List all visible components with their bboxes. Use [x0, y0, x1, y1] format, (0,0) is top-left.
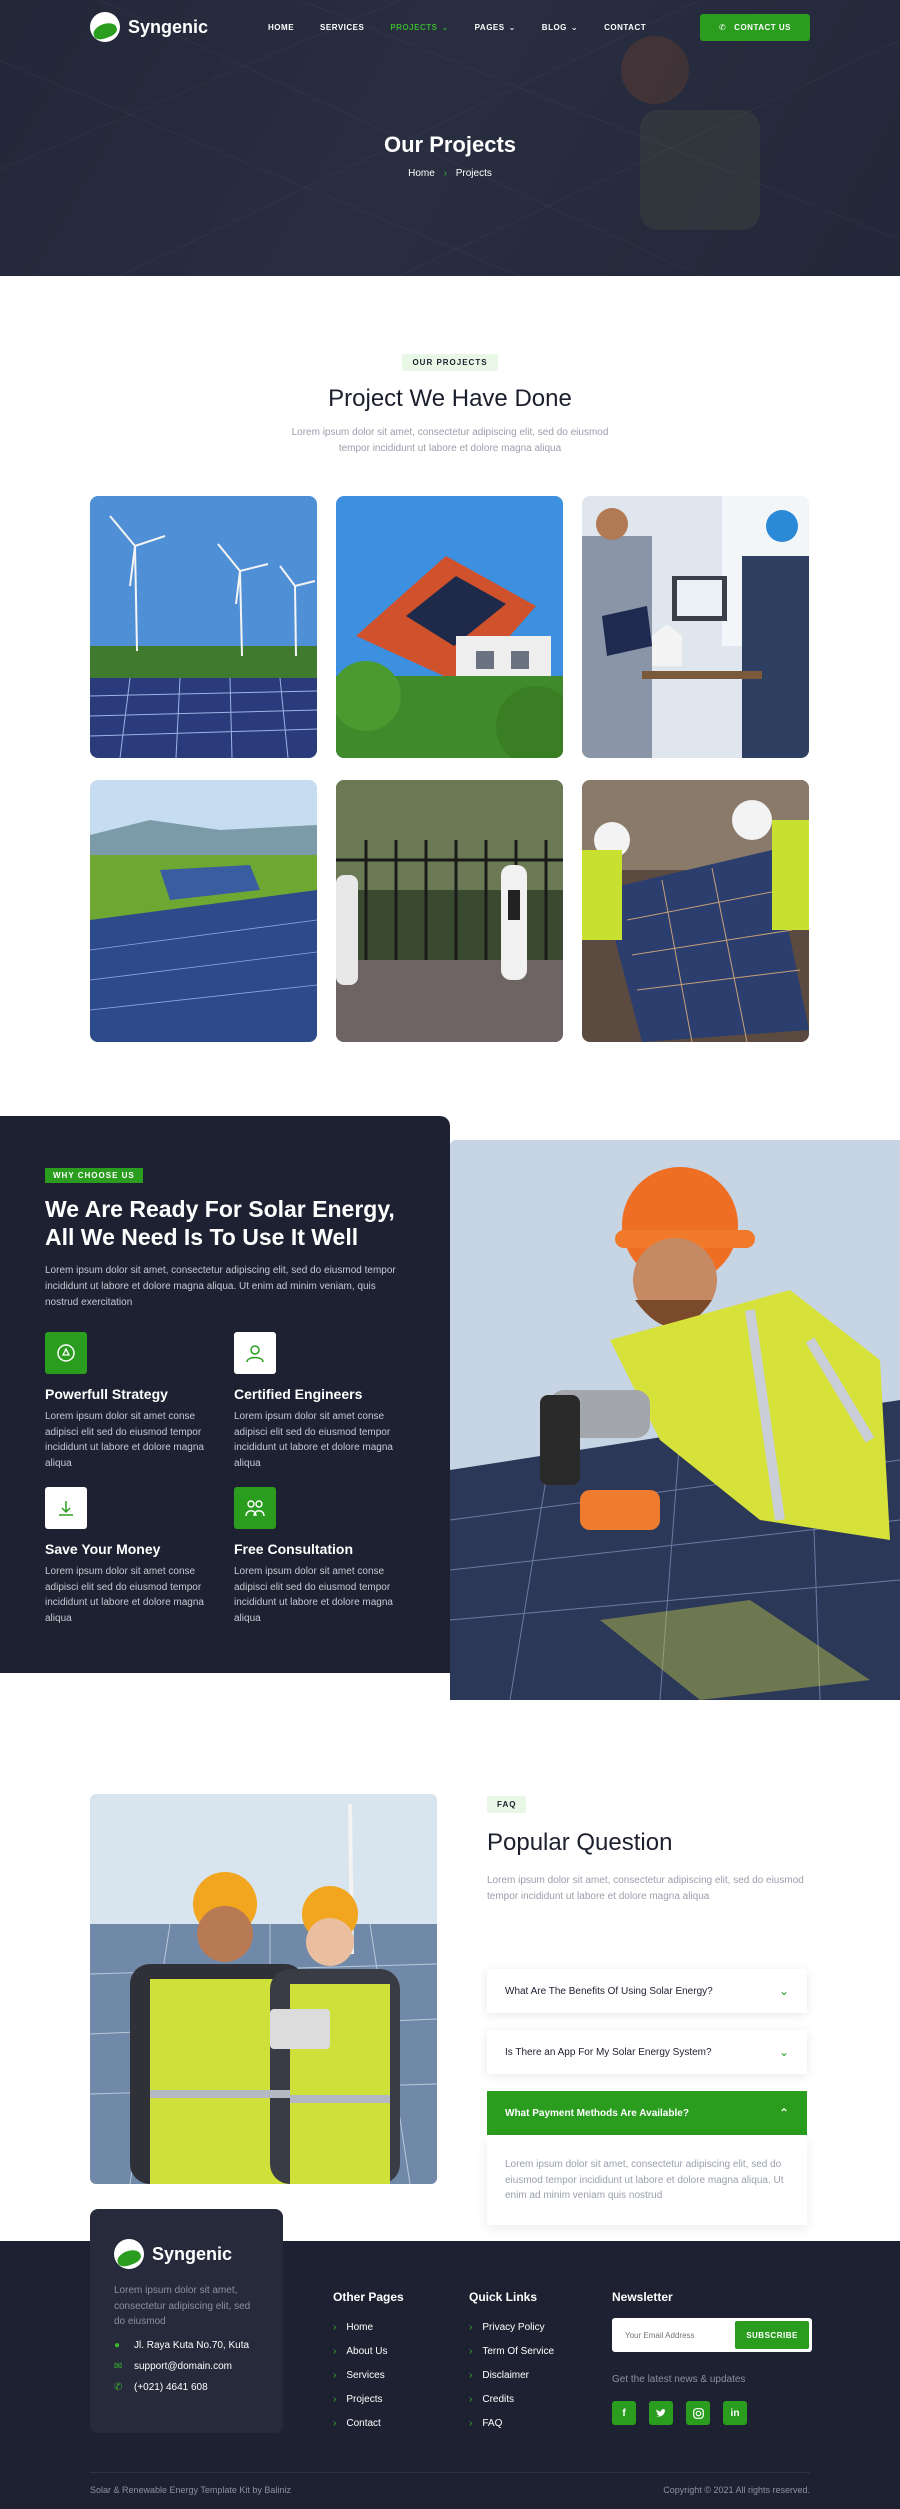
footer-link[interactable]: [333, 2370, 404, 2381]
footer-link[interactable]: [469, 2370, 554, 2381]
faq-subtitle: Lorem ipsum dolor sit amet, consectetur adipiscing elit, sed do eiusmod tempor incididunt ut labore et dolore magna aliqua: [487, 1875, 804, 1902]
logo-icon: [114, 2239, 144, 2269]
projects-section: [0, 276, 900, 1042]
chevron-right-icon: ›: [469, 2346, 473, 2357]
chevron-right-icon: ›: [333, 2346, 337, 2357]
phone-text: (+021) 4641 608: [134, 2381, 208, 2393]
chevron-right-icon: ›: [333, 2418, 337, 2429]
footer-link[interactable]: [333, 2418, 404, 2429]
project-image: [582, 496, 809, 758]
email-text: support@domain.com: [134, 2360, 232, 2372]
site-logo[interactable]: [90, 12, 208, 42]
section-tag: OUR PROJECTS: [402, 354, 497, 371]
footer-logo-text: Syngenic: [152, 2243, 233, 2264]
strategy-icon: [45, 1332, 87, 1374]
faq-question: What Payment Methods Are Available?: [505, 2107, 689, 2119]
project-card-workers-installing[interactable]: [582, 780, 809, 1042]
project-image: [90, 780, 317, 1042]
engineer-icon: [234, 1332, 276, 1374]
chevron-right-icon: ›: [469, 2394, 473, 2405]
footer-description: Lorem ipsum dolor sit amet, consectetur adipiscing elit, sed do eiusmod: [114, 2285, 251, 2327]
faq-item-app[interactable]: [487, 2030, 807, 2074]
faq-section: [0, 1700, 900, 2266]
address-text: Jl. Raya Kuta No.70, Kuta: [134, 2339, 250, 2351]
chevron-right-icon: ›: [333, 2322, 337, 2333]
project-card-house-rooftop[interactable]: [336, 496, 563, 758]
newsletter-note: Get the latest news & updates: [612, 2374, 746, 2385]
nav-item-label: PAGES: [474, 22, 505, 32]
page-hero: [0, 0, 900, 276]
why-title: We Are Ready For Solar Energy, All We Need Is To Use It Well: [45, 1196, 395, 1251]
footer-link[interactable]: [469, 2322, 554, 2333]
breadcrumb-home[interactable]: Home: [408, 168, 435, 179]
chevron-down-icon: ⌄: [441, 22, 449, 32]
feature-title: Save Your Money: [45, 1541, 161, 1557]
feature-certified-engineers: [234, 1332, 414, 1471]
footer-link[interactable]: [469, 2346, 554, 2357]
footer-other-pages: [333, 2290, 404, 2442]
breadcrumb: [0, 168, 900, 179]
footer-link-label: Disclaimer: [482, 2370, 530, 2381]
footer-link-label: Home: [346, 2322, 374, 2333]
nav-item-contact[interactable]: [604, 23, 646, 32]
nav-menu: [268, 23, 672, 32]
why-image-solar-worker: [450, 1140, 900, 1700]
nav-item-label: CONTACT: [604, 22, 647, 32]
contact-us-button[interactable]: [700, 14, 810, 41]
breadcrumb-current: Projects: [455, 168, 492, 179]
faq-item-payment[interactable]: [487, 2091, 807, 2135]
other-pages-list: [333, 2322, 404, 2429]
footer-column-title: Quick Links: [469, 2290, 538, 2304]
project-card-hillside-farm[interactable]: [90, 780, 317, 1042]
why-description: Lorem ipsum dolor sit amet, consectetur adipiscing elit, sed do eiusmod tempor incididunt ut labore et dolore magna aliqua. Ut enim ad minim veniam, quis nostrud exercitation: [45, 1265, 396, 1308]
chevron-down-icon: ⌄: [778, 2045, 789, 2059]
newsletter-email-input[interactable]: [615, 2331, 735, 2340]
faq-answer: [487, 2135, 807, 2225]
feature-title: Certified Engineers: [234, 1386, 363, 1402]
footer-link-label: Projects: [346, 2394, 383, 2405]
nav-item-blog[interactable]: [542, 23, 578, 32]
linkedin-icon[interactable]: in: [723, 2401, 747, 2425]
footer-brand-card: [90, 2209, 283, 2433]
chevron-right-icon: ›: [333, 2394, 337, 2405]
feature-free-consultation: [234, 1487, 414, 1626]
project-card-engineers-office[interactable]: [582, 496, 809, 758]
nav-item-projects[interactable]: [390, 23, 448, 32]
nav-item-label: SERVICES: [320, 22, 365, 32]
chevron-down-icon: ⌄: [570, 22, 579, 32]
footer-link-label: Services: [346, 2370, 385, 2381]
chevron-right-icon: ›: [469, 2322, 473, 2333]
faq-image-engineers: [90, 1794, 437, 2184]
social-links: [612, 2401, 747, 2425]
footer-link-label: About Us: [346, 2346, 388, 2357]
instagram-icon[interactable]: [686, 2401, 710, 2425]
feature-text: Lorem ipsum dolor sit amet conse adipisci elit sed do eiusmod tempor incididunt ut labore et dolore magna aliqua: [45, 1411, 204, 1469]
footer-credit: Solar & Renewable Energy Template Kit by Baliniz: [90, 2485, 291, 2495]
feature-save-your-money: [45, 1487, 225, 1626]
footer-link-label: Privacy Policy: [482, 2322, 545, 2333]
faq-item-benefits[interactable]: [487, 1969, 807, 2013]
feature-powerfull-strategy: [45, 1332, 225, 1471]
facebook-icon[interactable]: f: [612, 2401, 636, 2425]
breadcrumb-separator-icon: ›: [443, 168, 447, 179]
why-panel: [0, 1116, 450, 1673]
logo-text: Syngenic: [128, 16, 209, 37]
nav-item-pages[interactable]: [475, 23, 516, 32]
footer-divider: [90, 2472, 810, 2473]
subscribe-button[interactable]: SUBSCRIBE: [735, 2321, 809, 2349]
chevron-right-icon: ›: [469, 2418, 473, 2429]
project-card-wind-turbines[interactable]: [90, 496, 317, 758]
footer-link-label: Credits: [482, 2394, 515, 2405]
section-tag: FAQ: [487, 1796, 526, 1813]
feature-text: Lorem ipsum dolor sit amet conse adipisci elit sed do eiusmod tempor incididunt ut labore et dolore magna aliqua: [234, 1566, 393, 1624]
main-navigation: [90, 12, 810, 42]
footer-link-label: Term Of Service: [482, 2346, 555, 2357]
nav-item-label: BLOG: [541, 22, 567, 32]
feature-title: Free Consultation: [234, 1541, 354, 1557]
contact-us-label: CONTACT US: [734, 22, 792, 32]
mail-icon: ✉: [114, 2360, 123, 2372]
footer-link[interactable]: [333, 2394, 404, 2405]
project-card-ev-charging[interactable]: [336, 780, 563, 1042]
project-image: [90, 496, 317, 758]
footer-link[interactable]: [333, 2346, 404, 2357]
money-icon: [45, 1487, 87, 1529]
faq-question: What Are The Benefits Of Using Solar Energy?: [505, 1985, 713, 1997]
chevron-down-icon: ⌄: [778, 1984, 789, 1998]
phone-icon: ✆: [114, 2381, 123, 2393]
chevron-down-icon: ⌄: [508, 22, 516, 32]
page-title: Our Projects: [383, 132, 517, 157]
footer-quick-links: [469, 2290, 554, 2442]
quick-links-list: [469, 2322, 554, 2429]
footer-column-title: Newsletter: [612, 2290, 673, 2304]
map-pin-icon: ●: [114, 2339, 121, 2351]
footer-link-label: Contact: [346, 2418, 381, 2429]
phone-icon: ✆: [718, 22, 727, 32]
consultation-icon: [234, 1487, 276, 1529]
section-title: Project We Have Done: [328, 385, 572, 412]
newsletter-form: [612, 2318, 812, 2352]
footer-phone[interactable]: [114, 2382, 259, 2393]
footer-address: [114, 2340, 259, 2351]
faq-question: Is There an App For My Solar Energy System?: [505, 2046, 712, 2058]
footer-logo[interactable]: [114, 2239, 259, 2269]
footer-copyright: Copyright © 2021 All rights reserved.: [663, 2485, 810, 2495]
project-image: [336, 496, 563, 758]
section-subtitle: Lorem ipsum dolor sit amet, consectetur adipiscing elit, sed do eiusmod tempor incididunt ut labore et dolore magna aliqua: [291, 427, 609, 454]
footer-link-label: FAQ: [482, 2418, 503, 2429]
footer-link[interactable]: [469, 2418, 554, 2429]
chevron-up-icon: ⌃: [778, 2106, 789, 2120]
feature-title: Powerfull Strategy: [45, 1386, 168, 1402]
nav-item-services[interactable]: [320, 23, 364, 32]
feature-text: Lorem ipsum dolor sit amet conse adipisci elit sed do eiusmod tempor incididunt ut labore et dolore magna aliqua: [45, 1566, 204, 1624]
nav-item-home[interactable]: [268, 23, 294, 32]
nav-item-label: PROJECTS: [390, 22, 438, 32]
logo-icon: [90, 12, 120, 42]
twitter-icon[interactable]: [649, 2401, 673, 2425]
why-choose-us-section: [0, 1116, 900, 1700]
nav-item-label: HOME: [268, 22, 295, 32]
chevron-right-icon: ›: [333, 2370, 337, 2381]
footer-link[interactable]: [333, 2322, 404, 2333]
feature-text: Lorem ipsum dolor sit amet conse adipisci elit sed do eiusmod tempor incididunt ut labore et dolore magna aliqua: [234, 1411, 393, 1469]
project-grid: [90, 496, 810, 1042]
faq-answer-text: Lorem ipsum dolor sit amet, consectetur adipiscing elit, sed do eiusmod tempor incididunt ut labore et dolore magna aliqua. Ut enim ad minim veniam quis nostrud: [505, 2159, 784, 2201]
faq-title: Popular Question: [487, 1829, 673, 1856]
footer-column-title: Other Pages: [333, 2290, 404, 2304]
footer-link[interactable]: [469, 2394, 554, 2405]
project-image: [582, 780, 809, 1042]
project-image: [336, 780, 563, 1042]
chevron-right-icon: ›: [469, 2370, 473, 2381]
section-tag: WHY CHOOSE US: [45, 1168, 143, 1183]
footer-email[interactable]: [114, 2361, 259, 2372]
